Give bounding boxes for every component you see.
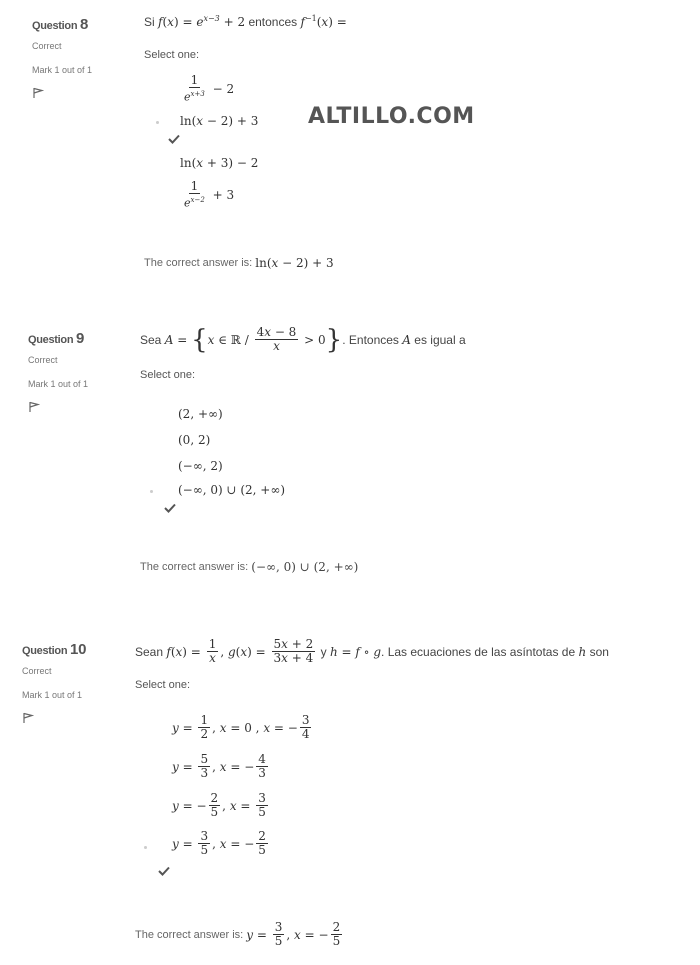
option-b[interactable] [178,433,210,447]
question-stem [135,638,609,665]
option-b[interactable]: ln(x − 2) + 3 [180,114,259,128]
feedback [140,560,358,574]
check-icon [158,866,170,876]
question-num: 10 [70,641,87,658]
select-label: Select one: [140,369,196,381]
flag-icon[interactable] [32,87,44,99]
stem-formula: f ( x ) = $\frac{1}{x}$ , g ( x ) = $\frac{5x + 2}{3x + 4}$ [166,637,314,665]
stem-var: A [402,332,411,347]
option-c[interactable]: y = − $\frac{2}{5}$ , x = $\frac{3}{5}$ [172,791,266,819]
feedback [135,921,344,948]
question-num: 8 [80,16,89,33]
question-state: Correct [22,666,52,676]
watermark: ALTILLO.COM [308,104,475,129]
stem-inverse: $f^{-1}(x)$ = [300,14,347,29]
flag-icon[interactable] [22,712,34,724]
option-a[interactable]: $\frac{1}{e^{x+3}}$ − 2 [184,73,235,104]
question-info [32,16,92,104]
question-grade: Mark 1 out of 1 [28,379,89,389]
question-label: Question [32,20,78,32]
question-number [28,330,88,347]
question-content [135,638,609,691]
option-a[interactable] [178,407,223,421]
question-label: Question [22,645,68,657]
question-grade: Mark 1 out of 1 [32,65,93,75]
option-d[interactable]: $\frac{1}{e^{x-2}}$ + 3 [184,179,235,210]
question-num: 9 [76,330,85,347]
option-d[interactable]: y = $\frac{3}{5}$ , x = − $\frac{2}{5}$ [172,829,266,857]
feedback-value: ln(x − 2) + 3 [255,256,334,270]
stem-h: h [578,644,587,659]
stem-composition: h = f ∘ g [329,644,382,659]
stem-prefix: Sea [140,332,162,347]
feedback [144,256,334,270]
stem-suffix: . Entonces [342,332,399,347]
stem-formula: $f(x) = e^{x-3} + 2$ [158,14,246,29]
check-icon [168,134,180,144]
option-text: (−∞, 2) [178,459,223,473]
select-label: Select one: [135,679,191,691]
radio-d[interactable] [144,846,147,849]
select-label: Select one: [144,49,200,61]
option-d[interactable] [178,483,285,497]
stem-son: son [589,644,609,659]
flag-icon[interactable] [28,401,40,413]
option-text: (0, 2) [178,433,211,447]
option-c[interactable]: ln(x + 3) − 2 [180,156,259,170]
feedback-label: The correct answer is: [140,561,249,573]
option-text: (−∞, 0) ∪ (2, +∞) [178,483,286,497]
stem-formula: A = { x ∈ ℝ / $\frac{4x - 8}{x}$ > 0 } [164,324,343,355]
option-b[interactable]: y = $\frac{5}{3}$ , x = − $\frac{4}{3}$ [172,752,266,780]
stem-mid: entonces [248,14,298,29]
question-content [140,326,466,381]
stem-end: . Las ecuaciones de las asíntotas de [381,644,576,659]
question-content [144,14,347,61]
question-grade: Mark 1 out of 1 [22,690,83,700]
option-a[interactable]: y = $\frac{1}{2}$ , x = 0 , x = − $\frac{3}{4}$ [172,713,310,741]
feedback-label: The correct answer is: [135,928,244,941]
stem-prefix: Si [144,14,155,29]
question-state: Correct [28,355,58,365]
stem-prefix: Sean [135,644,164,659]
stem-end: es igual a [414,332,466,347]
stem-y: y [320,644,327,659]
feedback-value: y = $\frac{3}{5}$ , x = − $\frac{2}{5}$ [246,920,341,948]
question-state: Correct [32,41,62,51]
option-c[interactable] [178,459,223,473]
radio-d[interactable] [150,490,153,493]
question-stem [140,326,466,353]
question-number [22,641,86,658]
feedback-label: The correct answer is: [144,257,253,269]
question-stem [144,14,347,29]
feedback-value: (−∞, 0) ∪ (2, +∞) [251,560,359,574]
question-info [22,641,86,729]
radio-b[interactable] [156,121,159,124]
option-text: (2, +∞) [178,407,223,421]
question-label: Question [28,334,74,346]
question-info [28,330,88,418]
question-number [32,16,92,33]
check-icon [164,503,176,513]
